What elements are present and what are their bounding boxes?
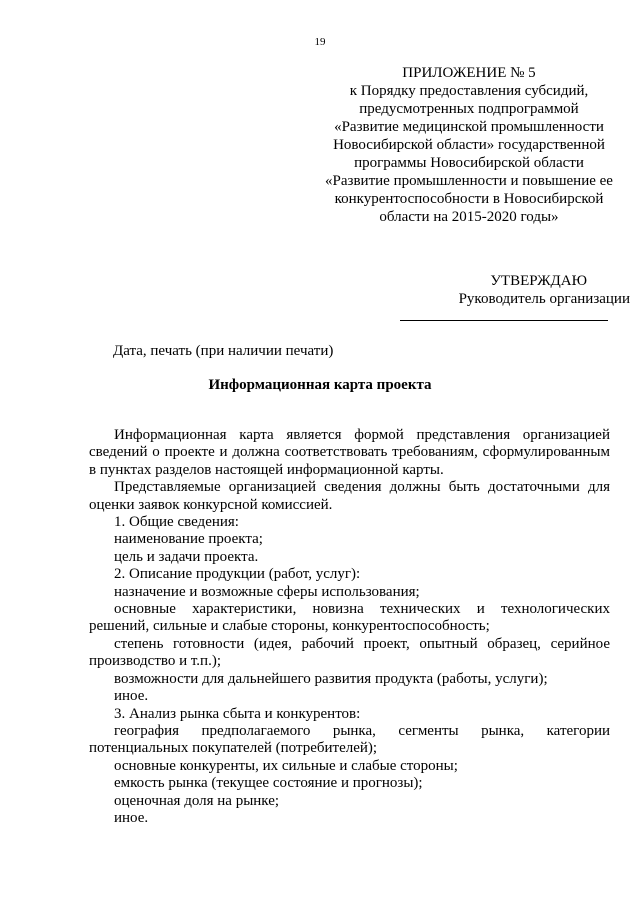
appendix-line: к Порядку предоставления субсидий, [349,83,589,99]
appendix-line: конкурентоспособности в Новосибирской [334,191,604,207]
appendix-line: предусмотренных подпрограммой [359,101,579,117]
list-item: цель и задачи проекта. [114,548,259,565]
appendix-line: области на 2015-2020 годы» [379,209,559,225]
list-item: иное. [114,688,149,705]
appendix-line: программы Новосибирской области [354,155,584,171]
paragraph: Информационная карта является формой представления организацией сведений о проекте и должна соответствовать требованиям, сформулированным в пунктах разделов настоящей информационной карты. [89,427,610,478]
list-item: основные конкуренты, их сильные и слабые стороны; [114,757,458,774]
list-item: степень готовности (идея, рабочий проект, опытный образец, серийное производство и т.п.); [89,635,610,670]
list-item: назначение и возможные сферы использования; [114,583,420,600]
paragraph: Представляемые организацией сведения должны быть достаточными для оценки заявок конкурсной комиссией. [89,479,610,513]
list-item: емкость рынка (текущее состояние и прогнозы); [114,775,423,792]
list-item: основные характеристики, новизна технических и технологических решений, сильные и слабые стороны, конкурентоспособность; [89,601,610,635]
appendix-line: Новосибирской области» государственной [333,137,605,153]
section-heading: 2. Описание продукции (работ, услуг): [114,566,361,583]
section-heading: 1. Общие сведения: [114,514,239,531]
list-item: география предполагаемого рынка, сегменты рынка, категории потенциальных покупателей (потребителей); [89,722,610,757]
section-heading: 3. Анализ рынка сбыта и конкурентов: [114,705,361,722]
list-item: возможности для дальнейшего развития продукта (работы, услуги); [114,670,548,687]
body-text [89,427,610,827]
appendix-line: «Развитие промышленности и повышение ее [325,173,613,189]
appendix-line: ПРИЛОЖЕНИЕ № 5 [402,65,536,81]
list-item: наименование проекта; [114,531,263,548]
approval-block [420,272,630,308]
approval-role: Руководитель организации [458,291,630,307]
appendix-header [318,64,620,226]
page-number: 19 [314,36,326,48]
approval-title: УТВЕРЖДАЮ [490,273,587,289]
list-item: иное. [114,809,149,826]
date-stamp-label: Дата, печать (при наличии печати) [113,343,334,359]
document-title: Информационная карта проекта [208,377,432,393]
appendix-line: «Развитие медицинской промышленности [334,119,604,135]
signature-line [400,320,608,321]
list-item: оценочная доля на рынке; [114,792,280,809]
